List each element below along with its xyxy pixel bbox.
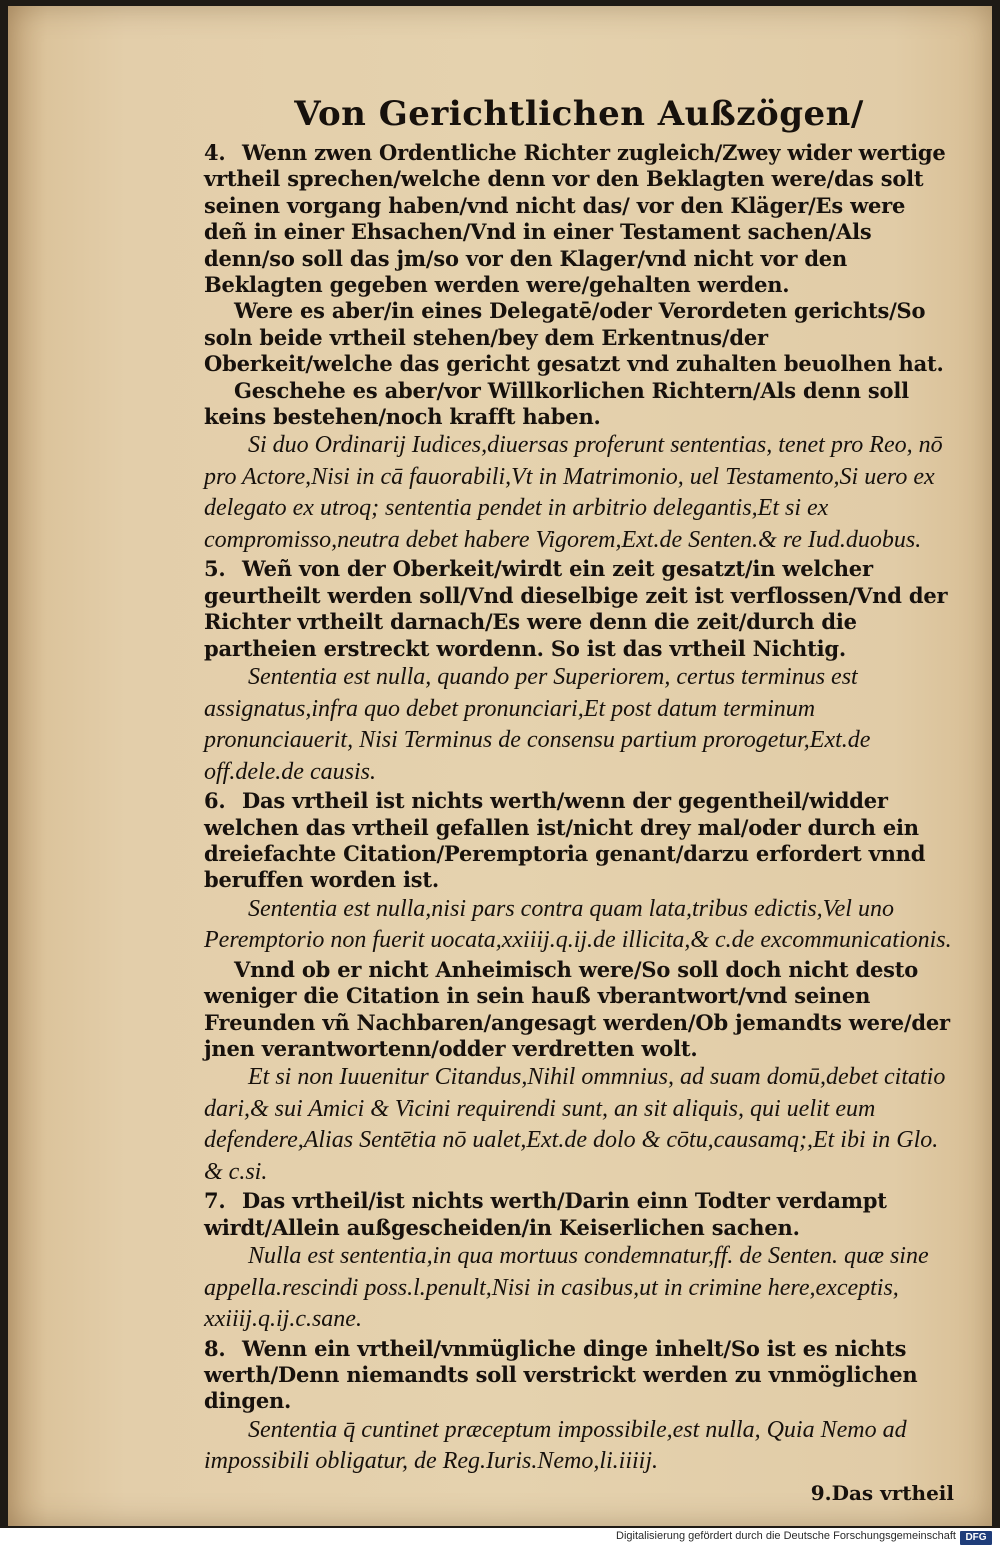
dfg-logo-icon: DFG <box>960 1531 992 1545</box>
latin-gloss-6: Sententia est nulla,nisi pars contra quam lata,tribus edictis,Vel uno Peremptorio non fuerit uocata,xxiiij.q.ij.de illicita,& c.de excommunicationis. <box>204 895 952 954</box>
paragraph-text: Wenn ein vrtheil/vnmügliche dinge inhelt/So ist es nichts werth/Denn niemandts soll verstrickt werden zu vnmöglichen dingen. <box>204 1335 918 1414</box>
paragraph-number: 4. <box>204 140 226 165</box>
paragraph-4 <box>204 140 954 298</box>
catchword: 9.Das vrtheil <box>810 1480 954 1505</box>
digitization-footer <box>0 1528 1000 1550</box>
latin-gloss-8 <box>204 1415 954 1510</box>
paragraph-text: Das vrtheil ist nichts werth/wenn der gegentheil/widder welchen das vrtheil gefallen ist/nicht drey mal/oder durch ein dreiefachte Citation/Peremptoria genant/darzu erfordert vnnd beruffen worden ist. <box>204 788 926 893</box>
paragraph-delegate: Were es aber/in eines Delegatē/oder Verordeten gerichts/So soln beide vrtheil stehen/bey dem Erkentnus/der Oberkeit/welche das gericht gesatzt vnd zuhalten beuolhen hat. <box>204 298 944 377</box>
paragraph-text: Das vrtheil/ist nichts werth/Darin einn Todter verdampt wirdt/Allein außgescheiden/in Keiserlichen sachen. <box>204 1188 887 1240</box>
book-page <box>8 6 992 1526</box>
running-header: Von Gerichtlichen Außzögen/ <box>294 94 864 134</box>
paragraph-5 <box>204 556 954 662</box>
funding-credit: Digitalisierung gefördert durch die Deutsche Forschungsgemeinschaft <box>616 1530 956 1542</box>
paragraph-text: Weñ von der Oberkeit/wirdt ein zeit gesatzt/in welcher geurtheilt werden soll/Vnd dieselbige zeit ist verflossen/Vnd der Richter vrtheilt darnach/Es were denn die zeit/durch die partheien erstreckt wordenn. So ist das vrtheil Nichtig. <box>204 556 948 661</box>
latin-gloss-citation: Et si non Iuuenitur Citandus,Nihil ommnius, ad suam domū,debet citatio dari,& sui Amici & Vicini requirendi sunt, an sit aliquis, qui uelit eum defendere,Alias Sentētia nō ualet,Ext.de dolo & cōtu,causamq;,Et ibi in Glo. & c.si. <box>204 1064 946 1185</box>
latin-gloss-7: Nulla est sententia,in qua mortuus condemnatur,ff. de Senten. quæ sine appella.rescindi poss.l.penult,Nisi in casibus,ut in crimine here,exceptis, xxiiij.q.ij.c.sane. <box>204 1243 929 1333</box>
paragraph-text: Wenn zwen Ordentliche Richter zugleich/Zwey wider wertige vrtheil sprechen/welche denn vor den Beklagten were/das solt seinen vorgang haben/vnd nicht das/ vor den Kläger/Es were deñ in einer Ehsachen/Vnd in einer Testament sachen/Als denn/so soll das jm/so vor den Klager/vnd nicht vor den Beklagten gegeben werden were/gehalten werden. <box>204 140 946 298</box>
paragraph-6 <box>204 788 954 894</box>
paragraph-citation: Vnnd ob er nicht Anheimisch were/So soll doch nicht desto weniger die Citation in sein hauß vberantwort/vnd seinen Freunden vñ Nachbaren/angesagt werden/Ob jemandts were/der jnen verantwortenn/odder verdretten wolt. <box>204 956 950 1061</box>
paragraph-number: 5. <box>204 556 226 582</box>
paragraph-8 <box>204 1336 954 1415</box>
paragraph-number: 8. <box>204 1335 226 1361</box>
paragraph-7 <box>204 1188 954 1241</box>
latin-gloss-8-text: Sententia q̄ cuntinet præceptum impossibile,est nulla, Quia Nemo ad impossibili obligatur, de Reg.Iuris.Nemo,li.iiiij. <box>204 1416 907 1475</box>
text-block <box>204 88 954 1509</box>
paragraph-willkorlich: Geschehe es aber/vor Willkorlichen Richtern/Als denn soll keins bestehen/noch krafft haben. <box>204 377 909 430</box>
latin-gloss-5: Sententia est nulla, quando per Superiorem, certus terminus est assignatus,infra quo debet pronunciari,Et post datum terminum pronunciauerit, Nisi Terminus de consensu partium prorogetur,Ext.de off.dele.de causis. <box>204 664 871 785</box>
latin-gloss-4: Si duo Ordinarij Iudices,diuersas proferunt sententias, tenet pro Reo, nō pro Actore,Nisi in cā fauorabili,Vt in Matrimonio, uel Testamento,Si uero ex delegato ex utroq; sententia pendet in arbitrio delegantis,Et si ex compromisso,neutra debet habere Vigorem,Ext.de Senten.& re Iud.duobus. <box>204 432 943 553</box>
paragraph-number: 6. <box>204 788 226 814</box>
last-line-row <box>204 1478 954 1510</box>
paragraph-number: 7. <box>204 1188 226 1214</box>
